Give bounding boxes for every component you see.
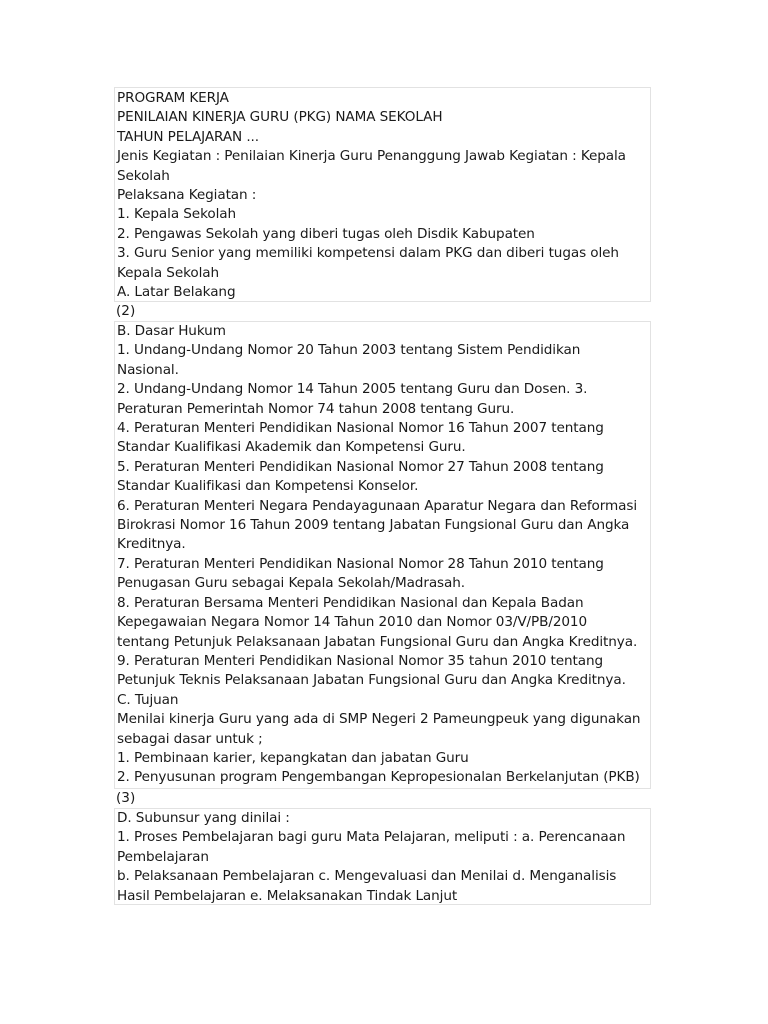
text-line: B. Dasar Hukum (117, 323, 226, 339)
text-line: 7. Peraturan Menteri Pendidikan Nasional Nomor 28 Tahun 2010 tentang (117, 555, 604, 572)
text-line: 4. Peraturan Menteri Pendidikan Nasional Nomor 16 Tahun 2007 tentang (117, 420, 604, 437)
text-line: Jenis Kegiatan : Penilaian Kinerja Guru Penanggung Jawab Kegiatan : Kepala (117, 148, 626, 165)
text-block-1 (114, 87, 651, 302)
text-line: Sekolah (117, 167, 170, 184)
text-line: 3. Guru Senior yang memiliki kompetensi dalam PKG dan diberi tugas oleh (117, 245, 619, 262)
text-line: Penugasan Guru sebagai Kepala Sekolah/Madrasah. (117, 575, 465, 592)
text-line: 1. Pembinaan karier, kepangkatan dan jabatan Guru (117, 749, 469, 766)
text-line: 1. Kepala Sekolah (117, 206, 236, 223)
text-line: Pelaksana Kegiatan : (117, 187, 257, 204)
text-block-3 (114, 808, 651, 905)
text-line: Peraturan Pemerintah Nomor 74 tahun 2008 tentang Guru. (117, 400, 515, 417)
text-line: 5. Peraturan Menteri Pendidikan Nasional Nomor 27 Tahun 2008 tentang (117, 458, 604, 475)
text-line: 2. Undang-Undang Nomor 14 Tahun 2005 tentang Guru dan Dosen. 3. (117, 381, 588, 398)
text-line: Pembelajaran (117, 848, 209, 865)
page-marker: (2) (116, 303, 136, 319)
text-line: Kepegawaian Negara Nomor 14 Tahun 2010 dan Nomor 03/V/PB/2010 (117, 614, 588, 631)
text-line: 2. Penyusunan program Pengembangan Kepropesionalan Berkelanjutan (PKB) (117, 769, 640, 786)
text-line: 9. Peraturan Menteri Pendidikan Nasional Nomor 35 tahun 2010 tentang (117, 652, 604, 669)
text-line: D. Subunsur yang dinilai : (117, 810, 290, 826)
text-line: b. Pelaksanaan Pembelajaran c. Mengevaluasi dan Menilai d. Menganalisis (117, 868, 617, 885)
text-line: Nasional. (117, 361, 179, 378)
text-line: A. Latar Belakang (117, 284, 236, 301)
text-line: 2. Pengawas Sekolah yang diberi tugas oleh Disdik Kabupaten (117, 225, 535, 242)
text-line: 6. Peraturan Menteri Negara Pendayagunaan Aparatur Negara dan Reformasi (117, 497, 638, 514)
text-block-2 (114, 321, 651, 789)
text-line: 1. Proses Pembelajaran bagi guru Mata Pelajaran, meliputi : a. Perencanaan (117, 829, 626, 846)
text-line: PROGRAM KERJA (117, 90, 229, 106)
text-line: 1. Undang-Undang Nomor 20 Tahun 2003 tentang Sistem Pendidikan (117, 342, 581, 359)
text-line: C. Tujuan (117, 691, 179, 708)
text-line: PENILAIAN KINERJA GURU (PKG) NAMA SEKOLAH (117, 109, 443, 126)
text-line: TAHUN PELAJARAN ... (117, 128, 259, 145)
text-line: tentang Petunjuk Pelaksanaan Jabatan Fungsional Guru dan Angka Kreditnya. (117, 633, 638, 650)
text-line: Standar Kualifikasi Akademik dan Kompetensi Guru. (117, 439, 466, 456)
page-marker: (3) (116, 790, 136, 806)
text-line: Hasil Pembelajaran e. Melaksanakan Tindak Lanjut (117, 887, 458, 904)
text-line: Kepala Sekolah (117, 264, 220, 281)
text-line: sebagai dasar untuk ; (117, 730, 263, 747)
text-line: Birokrasi Nomor 16 Tahun 2009 tentang Jabatan Fungsional Guru dan Angka (117, 517, 630, 534)
text-line: Petunjuk Teknis Pelaksanaan Jabatan Fungsional Guru dan Angka Kreditnya. (117, 672, 626, 689)
text-line: Kreditnya. (117, 536, 186, 553)
text-line: 8. Peraturan Bersama Menteri Pendidikan Nasional dan Kepala Badan (117, 594, 584, 611)
text-line: Standar Kualifikasi dan Kompetensi Konselor. (117, 478, 419, 495)
text-line: Menilai kinerja Guru yang ada di SMP Negeri 2 Pameungpeuk yang digunakan (117, 711, 641, 728)
